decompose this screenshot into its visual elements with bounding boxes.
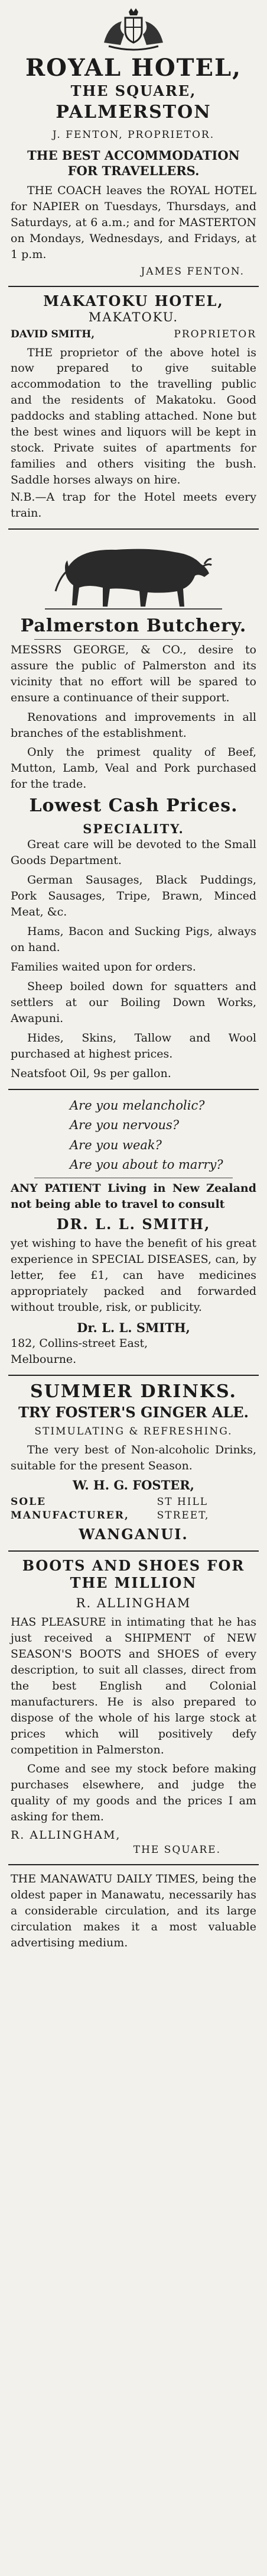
foster-address-row	[11, 1495, 256, 1523]
hotel-heading: THE BEST ACCOMMODATION FOR TRAVELLERS.	[27, 148, 240, 179]
foster-city: WANGANUI.	[79, 1526, 188, 1543]
divider	[8, 528, 259, 530]
hotel-body: THE COACH leaves the ROYAL HOTEL for NAPIER on Tuesdays, Thursdays, and Saturdays, at 6 a.m.; and for MASTERTON on Mondays, Wednesdays, and Fridays, at 1 p.m.	[11, 183, 256, 261]
divider	[34, 639, 233, 640]
foster-title: SUMMER DRINKS.	[30, 1381, 237, 1402]
butchery-families: Families waited upon for orders.	[11, 960, 196, 973]
butchery-intro: MESSRS GEORGE, & CO., desire to assure the public of Palmerston and its vicinity that no effort will be spared to ensure a continuance of their support.	[11, 643, 256, 704]
hotel-title: ROYAL HOTEL,	[25, 54, 242, 82]
makatoku-nb: N.B.—A trap for the Hotel meets every train.	[11, 491, 256, 520]
smith-address-name: Dr. L. L. SMITH,	[77, 1320, 190, 1335]
divider	[8, 1089, 259, 1090]
smith-address-city: Melbourne.	[11, 1352, 77, 1366]
hotel-town: PALMERSTON	[56, 101, 211, 122]
smith-address-street: 182, Collins-street East,	[11, 1336, 148, 1350]
allingham-title: BOOTS AND SHOES FOR THE MILLION	[22, 1556, 245, 1591]
smith-question: Are you melancholic?	[70, 1098, 205, 1113]
butchery-hides: Hides, Skins, Tallow and Wool purchased at highest prices.	[11, 1031, 256, 1060]
allingham-body: HAS PLEASURE in intimating that he has just received a SHIPMENT of NEW SEASON'S BOOTS and SHOES of every description, to suit all classes, direct from the best English and Colonial manufacturers. He is also prepared to dispose of the whole of his large stock at prices which will positively defy competition in Palmerston.	[11, 1615, 256, 1756]
foster-label: SOLE MANUFACTURER,	[11, 1496, 129, 1522]
allingham-signature: R. ALLINGHAM,	[11, 1829, 121, 1842]
allingham-place: THE SQUARE.	[133, 1844, 221, 1856]
manawatu-body: THE MANAWATU DAILY TIMES, being the oldest paper in Manawatu, necessarily has a considerable circulation, and its large circulation makes it a most valuable advertising medium.	[11, 1872, 256, 1950]
hotel-proprietor: J. FENTON, PROPRIETOR.	[52, 129, 215, 141]
divider	[8, 1375, 259, 1376]
foster-subtitle: TRY FOSTER'S GINGER ALE.	[18, 1404, 249, 1421]
butchery-title: Palmerston Butchery.	[20, 615, 247, 637]
divider	[8, 1864, 259, 1865]
smith-doctor: DR. L. L. SMITH,	[56, 1216, 211, 1233]
allingham-call: Come and see my stock before making purchases elsewhere, and judge the quality of my goods and the prices I am asking for them.	[11, 1762, 256, 1824]
makatoku-body: THE proprietor of the above hotel is now prepared to give suitable accommodation to the travelling public and the residents of Makatoku. Good paddocks and stabling attached. None but the best wines and liquors will be kept in stock. Private suites of apartments for families and others visiting the bush. Saddle horses always on hire.	[11, 346, 256, 487]
hotel-signature: JAMES FENTON.	[141, 265, 245, 278]
butchery-hams: Hams, Bacon and Sucking Pigs, always on hand.	[11, 924, 256, 954]
makatoku-town: MAKATOKU.	[88, 310, 179, 325]
foster-body: The very best of Non-alcoholic Drinks, suitable for the present Season.	[11, 1443, 256, 1473]
butchery-ad	[5, 532, 262, 1087]
butchery-sheep: Sheep boiled down for squatters and settlers at our Boiling Down Works, Awapuni.	[11, 979, 256, 1025]
hotel-location: THE SQUARE,	[70, 82, 197, 99]
allingham-ad	[5, 1554, 262, 1862]
manawatu-times-ad	[5, 1868, 262, 1956]
makatoku-proprietor-row	[11, 328, 256, 341]
royal-hotel-ad	[5, 4, 262, 283]
smith-body: yet wishing to have the benefit of his great experience in SPECIAL DISEASES, can, by letter, fee £1, can have medicines appropriately packed and forwarded without trouble, risk, or publicity.	[11, 1236, 256, 1314]
smith-question: Are you nervous?	[70, 1118, 180, 1133]
smith-question: Are you weak?	[70, 1137, 162, 1152]
allingham-name: R. ALLINGHAM	[76, 1595, 191, 1610]
butchery-prices: Lowest Cash Prices.	[29, 795, 238, 817]
butchery-prime: Only the primest quality of Beef, Mutton, Lamb, Veal and Pork purchased for the trade.	[11, 746, 256, 791]
divider	[8, 286, 259, 287]
foster-street: ST HILL STREET,	[157, 1496, 210, 1522]
foster-ad	[5, 1378, 262, 1548]
butchery-renovations: Renovations and improvements in all branches of the establishment.	[11, 710, 256, 740]
coat-of-arms-icon	[98, 7, 169, 53]
dr-smith-ad	[5, 1092, 262, 1372]
bull-illustration-icon	[45, 537, 222, 614]
foster-name: W. H. G. FOSTER,	[73, 1478, 194, 1492]
butchery-sausages: German Sausages, Black Puddings, Pork Sausages, Tripe, Brawn, Minced Meat, &c.	[11, 873, 256, 918]
smith-question: Are you about to marry?	[70, 1158, 223, 1172]
makatoku-proprietor-label: PROPRIETOR	[174, 328, 256, 340]
butchery-neatsfoot: Neatsfoot Oil, 9s per gallon.	[11, 1066, 171, 1080]
butchery-speciality: Great care will be devoted to the Small Goods Department.	[11, 838, 256, 868]
newspaper-column	[5, 0, 262, 1956]
butchery-speciality-heading: SPECIALITY.	[83, 821, 184, 836]
foster-tagline: STIMULATING & REFRESHING.	[34, 1426, 233, 1438]
divider	[8, 1550, 259, 1552]
smith-intro: ANY PATIENT Living in New Zealand not being able to travel to consult	[11, 1182, 256, 1211]
makatoku-proprietor-name: DAVID SMITH,	[11, 328, 95, 340]
makatoku-hotel-ad	[5, 289, 262, 527]
makatoku-title: MAKATOKU HOTEL,	[43, 292, 224, 309]
